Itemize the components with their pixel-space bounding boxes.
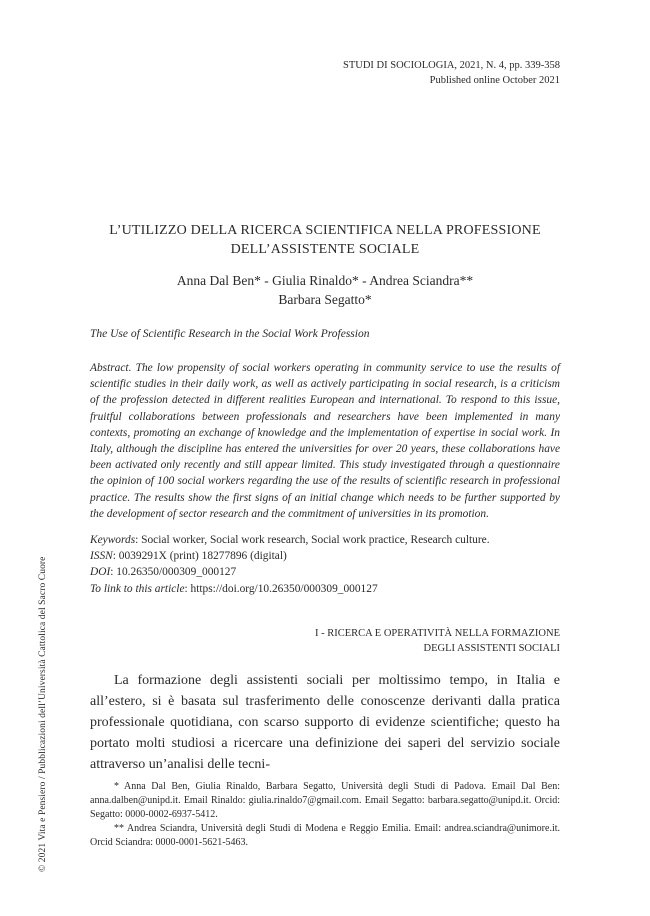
side-copyright: © 2021 Vita e Pensiero / Pubblicazioni dell’Università Cattolica del Sacro Cuore [38,556,48,872]
abstract: Abstract. The low propensity of social workers operating in community service to use the results of scientific studies in their daily work, as well as actively participating in social research, is a criticism of the profession detected in different realities European and international. To respond to this issue, fruitful collaborations between professionals and researchers have been implemented in many contexts, promoting an exchange of knowledge and the implementation of expertise in social work. In Italy, although the discipline has entered the universities for over 20 years, these collaborations have been activated only recently and still appear limited. This study investigated through a questionnaire the opinion of 100 social workers regarding the use of the results of scientific research in professional practice. The results show the first signs of an initial change which needs to be further supported by the development of sector research and the commitment of universities in its promotion. [90,362,560,520]
section-heading-line-1: I - RICERCA E OPERATIVITÀ NELLA FORMAZIONE [315,628,560,639]
issn-row [90,548,560,564]
keywords-value: : Social worker, Social work research, Social work practice, Research culture. [135,534,490,546]
doi-label: DOI [90,566,111,579]
journal-citation: STUDI DI SOCIOLOGIA, 2021, N. 4, pp. 339-358 [343,60,560,71]
article-title-line-1: L’UTILIZZO DELLA RICERCA SCIENTIFICA NELLA PROFESSIONE [109,223,541,238]
issn-label: ISSN [90,550,113,563]
footnotes [90,780,560,850]
footnote-1: * Anna Dal Ben, Giulia Rinaldo, Barbara Segatto, Università degli Studi di Padova. Email Dal Ben: anna.dalben@unipd.it. Email Rinaldo: giulia.rinaldo7@gmail.com. Email Segatto: barbara.segatto@unipd.it. Orcid: Segatto: 0000-0002-6937-5412. [90,781,560,820]
footnote-2: ** Andrea Sciandra, Università degli Studi di Modena e Reggio Emilia. Email: andrea.sciandra@unimore.it. Orcid Sciandra: 0000-0001-5621-5463. [90,823,560,848]
doi-row [90,564,560,580]
issn-value: : 0039291X (print) 18277896 (digital) [112,550,287,563]
article-link-row [90,581,560,597]
authors [90,271,560,309]
section-heading [240,626,560,656]
published-online-date: Published online October 2021 [429,75,560,86]
journal-header [343,58,560,88]
article-metadata [90,532,560,597]
keywords-row [90,532,560,548]
section-heading-line-2: DEGLI ASSISTENTI SOCIALI [423,643,560,654]
authors-line-2: Barbara Segatto* [278,292,372,307]
article-title-line-2: DELL’ASSISTENTE SOCIALE [230,242,420,257]
body-paragraph: La formazione degli assistenti sociali per moltissimo tempo, in Italia e all’estero, si è basata sul trasferimento delle conoscenze derivanti dalla pratica professionale quotidiana, con scarso supporto di evidenze scientifiche; questo ha portato molti studiosi a ricercare una definizione dei saperi del servizio sociale attraverso un’analisi delle tecni- [90,673,560,772]
article-link-label: To link to this article [90,582,185,595]
body-text [90,670,560,775]
english-title: The Use of Scientific Research in the Social Work Profession [90,328,370,340]
article-link-value[interactable]: : https://doi.org/10.26350/000309_000127 [184,582,378,595]
keywords-label: Keywords [90,534,136,546]
authors-line-1: Anna Dal Ben* - Giulia Rinaldo* - Andrea Sciandra** [176,273,474,288]
article-title [90,221,560,259]
doi-value: : 10.26350/000309_000127 [110,566,237,579]
